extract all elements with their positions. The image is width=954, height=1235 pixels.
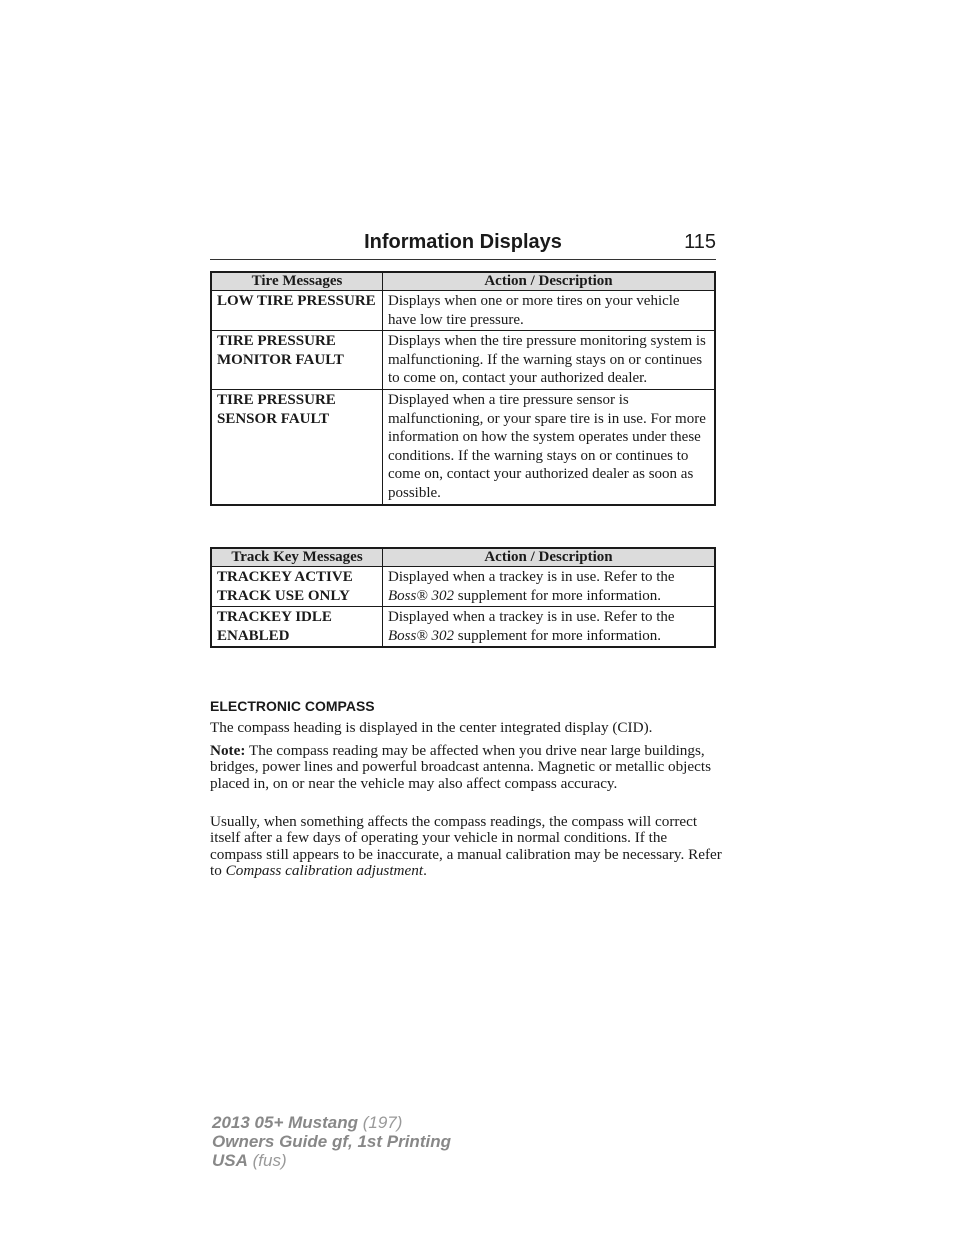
section-heading-electronic-compass: ELECTRONIC COMPASS bbox=[210, 698, 375, 714]
page-title: Information Displays bbox=[364, 231, 562, 253]
message-description: Displayed when a trackey is in use. Refer to the Boss® 302 supplement for more information. bbox=[383, 607, 716, 648]
table-header-action: Action / Description bbox=[383, 548, 716, 567]
page-footer: 2013 05+ Mustang (197) Owners Guide gf, 1st Printing USA (fus) bbox=[212, 1113, 451, 1170]
compass-paragraph: The compass heading is displayed in the center integrated display (CID). bbox=[210, 719, 653, 736]
page-header bbox=[210, 229, 716, 260]
tire-messages-table bbox=[210, 271, 716, 506]
table-row bbox=[211, 389, 715, 504]
compass-note: Note: The compass reading may be affected when you drive near large buildings, bridges, power lines and powerful broadcast antenna. Magnetic or metallic objects placed in, on or near the vehicle may also affect compass accuracy. bbox=[210, 742, 712, 792]
note-label: Note: bbox=[210, 742, 246, 759]
message-description: Displays when one or more tires on your vehicle have low tire pressure. bbox=[383, 291, 716, 331]
table-row bbox=[211, 331, 715, 390]
table-row bbox=[211, 291, 715, 331]
message-description: Displayed when a trackey is in use. Refer to the Boss® 302 supplement for more information. bbox=[383, 567, 716, 607]
trackey-messages-table bbox=[210, 547, 716, 648]
message-name: TRACKEY IDLE ENABLED bbox=[211, 607, 383, 648]
supplement-title: Boss® 302 bbox=[388, 587, 454, 604]
supplement-title: Boss® 302 bbox=[388, 627, 454, 644]
page-number: 115 bbox=[684, 231, 716, 253]
compass-calibration-paragraph: Usually, when something affects the compass readings, the compass will correct itself after a few days of operating your vehicle in normal conditions. If the compass still appears to be inaccurate, a manual calibration may be necessary. Refer to Compass calibration adjustment. bbox=[210, 813, 722, 880]
table-header-messages: Tire Messages bbox=[211, 272, 383, 291]
table-header-action: Action / Description bbox=[383, 272, 716, 291]
cross-reference-link: Compass calibration adjustment bbox=[225, 862, 424, 880]
table-row bbox=[211, 607, 715, 648]
message-name: TIRE PRESSURE SENSOR FAULT bbox=[211, 389, 383, 504]
message-description: Displayed when a tire pressure sensor is malfunctioning, or your spare tire is in use. For more information on how the system operates under these conditions. If the warning stays on or continues to come on, contact your authorized dealer as soon as possible. bbox=[383, 389, 716, 504]
table-row bbox=[211, 567, 715, 607]
message-name: TIRE PRESSURE MONITOR FAULT bbox=[211, 331, 383, 390]
message-description: Displays when the tire pressure monitoring system is malfunctioning. If the warning stays on or continues to come on, contact your authorized dealer. bbox=[383, 331, 716, 390]
message-name: LOW TIRE PRESSURE bbox=[211, 291, 383, 331]
message-name: TRACKEY ACTIVE TRACK USE ONLY bbox=[211, 567, 383, 607]
table-header-messages: Track Key Messages bbox=[211, 548, 383, 567]
